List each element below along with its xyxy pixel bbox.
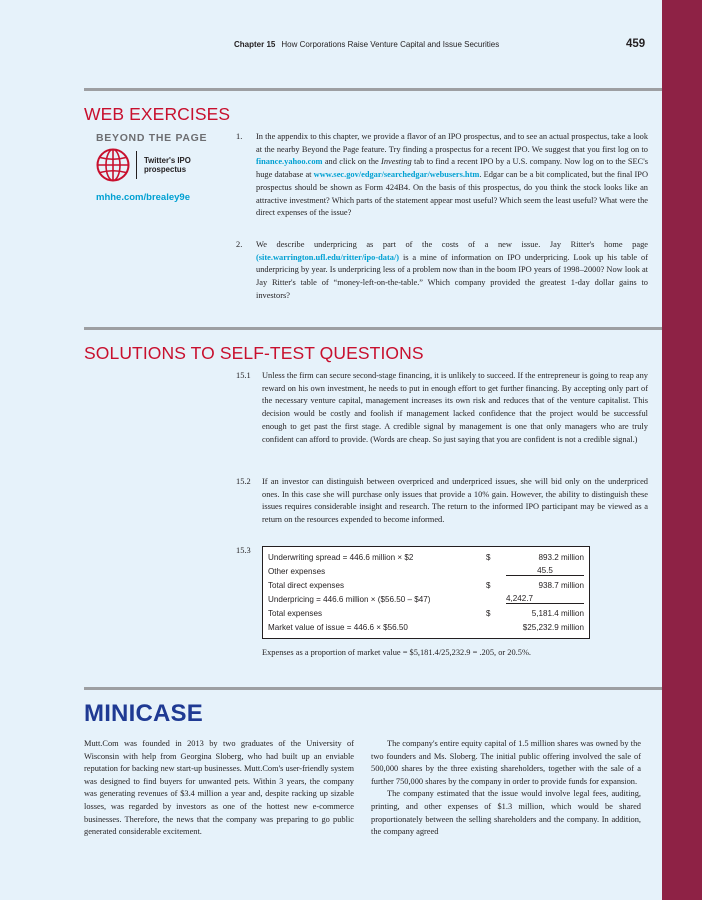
exercise-number: 1. [236, 132, 243, 141]
row-currency: $ [486, 608, 491, 618]
exercise-number: 2. [236, 240, 243, 249]
finance-yahoo-link[interactable]: finance.yahoo.com [256, 157, 323, 167]
header-text [234, 40, 499, 49]
sec-edgar-link[interactable]: www.sec.gov/edgar/searchedgar/webusers.htm [313, 170, 480, 180]
table-row [263, 564, 590, 578]
row-label: Total direct expenses [268, 580, 345, 590]
beyond-the-page-box [96, 132, 226, 203]
table-row [263, 606, 590, 620]
minicase-column-left [84, 738, 354, 839]
solution-15-2: 15.2 If an investor can distinguish between overpriced and underpriced issues, she will bid only on the underpriced ones. In this case she will purchase only issues that provide a 10% gain. However, the ability to distinguish these issues requires considerable insight and research. The return to the informed IPO participant may be viewed as a return on the resources expended to become informed. [236, 477, 648, 525]
row-label: Market value of issue = 446.6 × $56.50 [268, 623, 408, 633]
table-row [263, 620, 590, 638]
web-exercises-heading: WEB EXERCISES [84, 104, 231, 124]
expenses-table [262, 546, 590, 639]
section-divider [84, 687, 662, 690]
globe-icon [96, 148, 130, 182]
solution-number: 15.1 [236, 371, 251, 380]
web-exercise-1: 1. In the appendix to this chapter, we provide a flavor of an IPO prospectus, and to see an actual prospectus, take a look at the nearby Beyond the Page feature. Try finding a prospectus for a recent IPO. We suggest that you first log on to finance.yahoo.com and click on the Investing tab to find a recent IPO by a U.S. company. Now log on to the SEC's huge database at www.sec.gov/edgar/searchedgar/webusers.htm. Edgar can be a bit complicated, but the final IPO prospectus should be shown as Form 424B4. On the basis of this prospectus, do you think the stock looks like an attractive investment? Which parts of the statement appear most useful? Which seem the least useful? What were the direct expenses of the issue? [236, 132, 649, 218]
solution-number: 15.3 [236, 546, 251, 555]
page-number: 459 [626, 38, 646, 50]
solution-15-1: 15.1 Unless the firm can secure second-stage financing, it is unlikely to succeed. If the entrepreneur is going to reap any reward on his own investment, he needs to put in enough effort to get further financing. By accepting only part of the necessary venture capital, management increases its own risk and reduces that of the venture capitalist. This decision would be costly and foolish if management lacked confidence that the project would be successful enough to get past the first stage. A credible signal by management is one that only managers who are truly confident can afford to provide. (Words are cheap. So just saying that you are confident is not a credible signal.) [236, 371, 648, 444]
chapter-label: Chapter 15 [234, 40, 276, 49]
row-currency: $ [486, 580, 491, 590]
paragraph: The company estimated that the issue would involve legal fees, auditing, printing, and other expenses of $1.3 million, which would be shared proportionately between the selling shareholders and the company. In addition, the company agreed [371, 789, 641, 837]
beyond-the-page-title: BEYOND THE PAGE [96, 132, 208, 144]
section-divider [84, 88, 662, 91]
row-currency: $ [486, 552, 491, 562]
minicase-heading: MINICASE [84, 700, 203, 727]
row-amount: 938.7 million [538, 580, 584, 590]
chapter-title: How Corporations Raise Venture Capital and Issue Securities [281, 40, 500, 49]
mhhe-link[interactable]: mhhe.com/brealey9e [96, 192, 190, 203]
chapter-edge-tab [662, 0, 702, 900]
row-amount: 45.5 [506, 566, 584, 576]
row-label: Underpricing = 446.6 million × ($56.50 – $47) [268, 594, 431, 604]
expense-ratio-note: Expenses as a proportion of market value = $5,181.4/25,232.9 = .205, or 20.5%. [262, 648, 532, 657]
paragraph: Mutt.Com was founded in 2013 by two graduates of the University of Wisconsin with help from Georgina Sloberg, who had built up an enviable reputation for backing new start-up businesses. Mutt.Com's user-friendly system was designed to find buyers for unwanted pets. Within 3 years, the company was generating revenues of $3.4 million a year and, despite racking up sizable losses, was regarded by investors as one of the hottest new e-commerce businesses. Therefore, the news that the company was preparing to go public generated considerable excitement. [84, 739, 354, 837]
row-amount: 893.2 million [538, 552, 584, 562]
divider-line [136, 151, 137, 179]
paragraph: The company's entire equity capital of 1.5 million shares was owned by the two founders and Ms. Sloberg. The initial public offering involved the sale of 500,000 shares by the three existing shareholders, together with the sale of a further 750,000 shares by the company in order to provide funds for expansion. [371, 739, 641, 786]
row-currency [481, 564, 501, 578]
row-amount: $25,232.9 million [522, 623, 584, 633]
row-currency [481, 592, 501, 606]
ritter-link[interactable]: (site.warrington.ufl.edu/ritter/ipo-data/) [256, 252, 400, 262]
solution-number: 15.2 [236, 477, 251, 486]
row-currency [481, 620, 501, 638]
table-row [263, 592, 590, 606]
beyond-the-page-caption: Twitter's IPO prospectus [144, 155, 191, 174]
row-amount: 4,242.7 [506, 594, 584, 604]
section-divider [84, 327, 662, 330]
row-label: Underwriting spread = 446.6 million × $2 [268, 552, 414, 562]
table-row [263, 547, 590, 565]
web-exercise-2: 2. We describe underpricing as part of the costs of a new issue. Jay Ritter's home page (site.warrington.ufl.edu/ritter/ipo-data/) is a mine of information on IPO underpricing. Look up his table of underpricing by year. Is underpricing less of a problem now than in the boom IPO years of 1998–2000? Now look at Jay Ritter's table of “money-left-on-the-table.” Which company provided the greatest 1-day dollar gains to investors? [236, 240, 648, 300]
running-header [0, 40, 662, 54]
row-label: Total expenses [268, 608, 322, 618]
table-row [263, 578, 590, 592]
row-label: Other expenses [268, 566, 326, 576]
solutions-heading: SOLUTIONS TO SELF-TEST QUESTIONS [84, 343, 424, 363]
row-amount: 5,181.4 million [531, 608, 584, 618]
minicase-column-right [371, 738, 641, 839]
